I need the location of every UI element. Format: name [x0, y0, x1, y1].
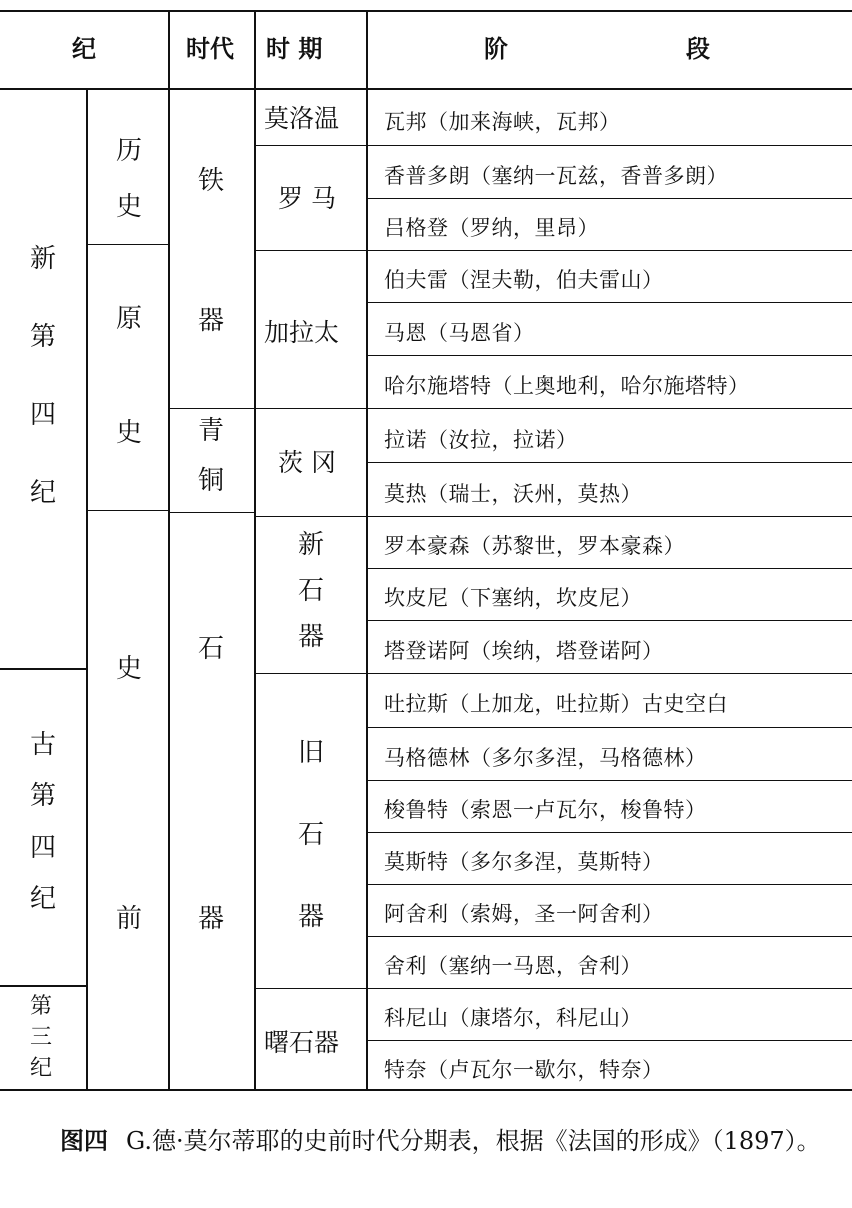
era-sep-2 — [0, 985, 86, 987]
stage-sep — [368, 198, 852, 199]
period-paleolithic — [296, 740, 326, 930]
age-iron — [196, 168, 226, 334]
age-sep-1 — [170, 408, 254, 409]
age-char: 器 — [197, 904, 224, 934]
era-char: 纪 — [29, 883, 56, 914]
age-char: 器 — [197, 306, 224, 336]
stage-sep — [368, 568, 852, 569]
period-sep-1 — [256, 145, 366, 146]
stage-row: 特奈（卢瓦尔一歇尔，特奈） — [384, 1058, 664, 1082]
era-sep-1 — [0, 668, 86, 670]
header-stage-2: 段 — [686, 34, 710, 63]
top-rule — [0, 10, 852, 12]
stage-sep — [368, 884, 852, 885]
bottom-rule — [0, 1089, 852, 1091]
period-char: 器 — [297, 902, 324, 932]
era-char: 第 — [29, 994, 52, 1019]
era-char: 纪 — [29, 478, 56, 508]
stage-row: 梭鲁特（索恩一卢瓦尔，梭鲁特） — [384, 798, 707, 822]
stage-row: 舍利（塞纳一马恩，舍利） — [384, 954, 642, 978]
period-merovingian: 莫洛温 — [264, 104, 340, 133]
history-protohistory — [114, 306, 144, 446]
history-char: 历 — [115, 136, 142, 166]
era-new-quaternary — [28, 246, 58, 506]
age-char: 青 — [197, 416, 224, 446]
header-rule — [0, 88, 852, 90]
history-char: 史 — [115, 654, 142, 684]
stage-row: 莫热（瑞士，沃州，莫热） — [384, 482, 642, 506]
age-char: 石 — [197, 634, 224, 664]
era-char: 新 — [29, 244, 56, 274]
age-sep-2 — [170, 512, 254, 513]
stage-sep — [368, 1040, 852, 1041]
col-divider-2 — [168, 10, 170, 1090]
stage-row: 罗本豪森（苏黎世，罗本豪森） — [384, 534, 685, 558]
period-galatian: 加拉太 — [264, 318, 340, 347]
header-period: 时 期 — [266, 34, 323, 63]
era-char: 第 — [29, 781, 56, 812]
stage-row: 伯夫雷（涅夫勒，伯夫雷山） — [384, 268, 664, 292]
period-sep-3 — [256, 408, 366, 409]
header-stage-1: 阶 — [484, 34, 508, 63]
stage-sep — [368, 302, 852, 303]
period-char: 新 — [297, 530, 324, 560]
stage-row: 哈尔施塔特（上奥地利，哈尔施塔特） — [384, 374, 750, 398]
stage-sep — [368, 727, 852, 728]
era-char: 古 — [29, 730, 56, 760]
stage-row: 瓦邦（加来海峡，瓦邦） — [384, 110, 621, 134]
era-tertiary — [26, 996, 56, 1080]
history-prehistory — [114, 656, 144, 932]
period-char: 石 — [297, 576, 324, 606]
age-stone — [196, 636, 226, 932]
history-char: 史 — [115, 418, 142, 448]
history-char: 前 — [115, 904, 142, 934]
history-char: 史 — [115, 192, 142, 222]
stage-row: 马恩（马恩省） — [384, 321, 535, 345]
stage-sep — [368, 936, 852, 937]
stage-row: 塔登诺阿（埃纳，塔登诺阿） — [384, 639, 664, 663]
era-char: 四 — [29, 832, 56, 863]
stage-sep — [368, 408, 852, 409]
history-char: 原 — [115, 304, 142, 334]
stage-row: 坎皮尼（下塞纳，坎皮尼） — [384, 586, 642, 610]
stage-sep — [368, 780, 852, 781]
era-char: 纪 — [29, 1056, 52, 1081]
age-bronze — [196, 418, 226, 494]
era-char: 第 — [29, 322, 56, 352]
era-char: 三 — [29, 1025, 52, 1050]
period-sep-4 — [256, 516, 366, 517]
stage-sep — [368, 832, 852, 833]
stage-row: 拉诺（汝拉，拉诺） — [384, 428, 578, 452]
era-old-quaternary — [28, 732, 58, 912]
era-char: 四 — [29, 400, 56, 430]
col-divider-3 — [254, 10, 256, 1090]
header-age: 时代 — [186, 34, 234, 63]
period-roman: 罗 马 — [278, 184, 336, 213]
period-sep-5 — [256, 673, 366, 674]
stage-sep — [368, 673, 852, 674]
period-eolithic: 曙石器 — [264, 1028, 340, 1057]
stage-sep — [368, 250, 852, 251]
stage-row: 阿舍利（索姆，圣一阿舍利） — [384, 902, 664, 926]
figure-caption-text: G.德·莫尔蒂耶的史前时代分期表，根据《法国的形成》（1897）。 — [126, 1127, 821, 1155]
stage-row: 香普多朗（塞纳一瓦兹，香普多朗） — [384, 164, 728, 188]
period-sep-2 — [256, 250, 366, 251]
age-char: 铜 — [197, 466, 224, 496]
history-sep-2 — [88, 510, 168, 511]
stage-sep — [368, 516, 852, 517]
history-sep-1 — [88, 244, 168, 245]
stage-sep — [368, 988, 852, 989]
stage-sep — [368, 620, 852, 621]
col-divider-1 — [86, 88, 88, 1090]
stage-row: 吐拉斯（上加龙，吐拉斯）古史空白 — [384, 692, 728, 716]
period-neolithic — [296, 532, 326, 650]
figure-label: 图四 — [60, 1126, 108, 1155]
stage-sep — [368, 145, 852, 146]
stage-sep — [368, 355, 852, 356]
header-era: 纪 — [72, 34, 96, 63]
stage-sep — [368, 462, 852, 463]
period-char: 器 — [297, 622, 324, 652]
stage-row: 科尼山（康塔尔，科尼山） — [384, 1006, 642, 1030]
figure-caption — [60, 1118, 840, 1164]
period-sep-6 — [256, 988, 366, 989]
period-char: 旧 — [297, 738, 324, 768]
period-char: 石 — [297, 820, 324, 850]
history-historical — [114, 138, 144, 220]
stage-row: 莫斯特（多尔多涅，莫斯特） — [384, 850, 664, 874]
col-divider-4 — [366, 10, 368, 1090]
period-tsigan: 茨 冈 — [278, 448, 336, 477]
stage-row: 马格德林（多尔多涅，马格德林） — [384, 746, 707, 770]
stage-row: 吕格登（罗纳，里昂） — [384, 216, 599, 240]
age-char: 铁 — [197, 166, 224, 196]
